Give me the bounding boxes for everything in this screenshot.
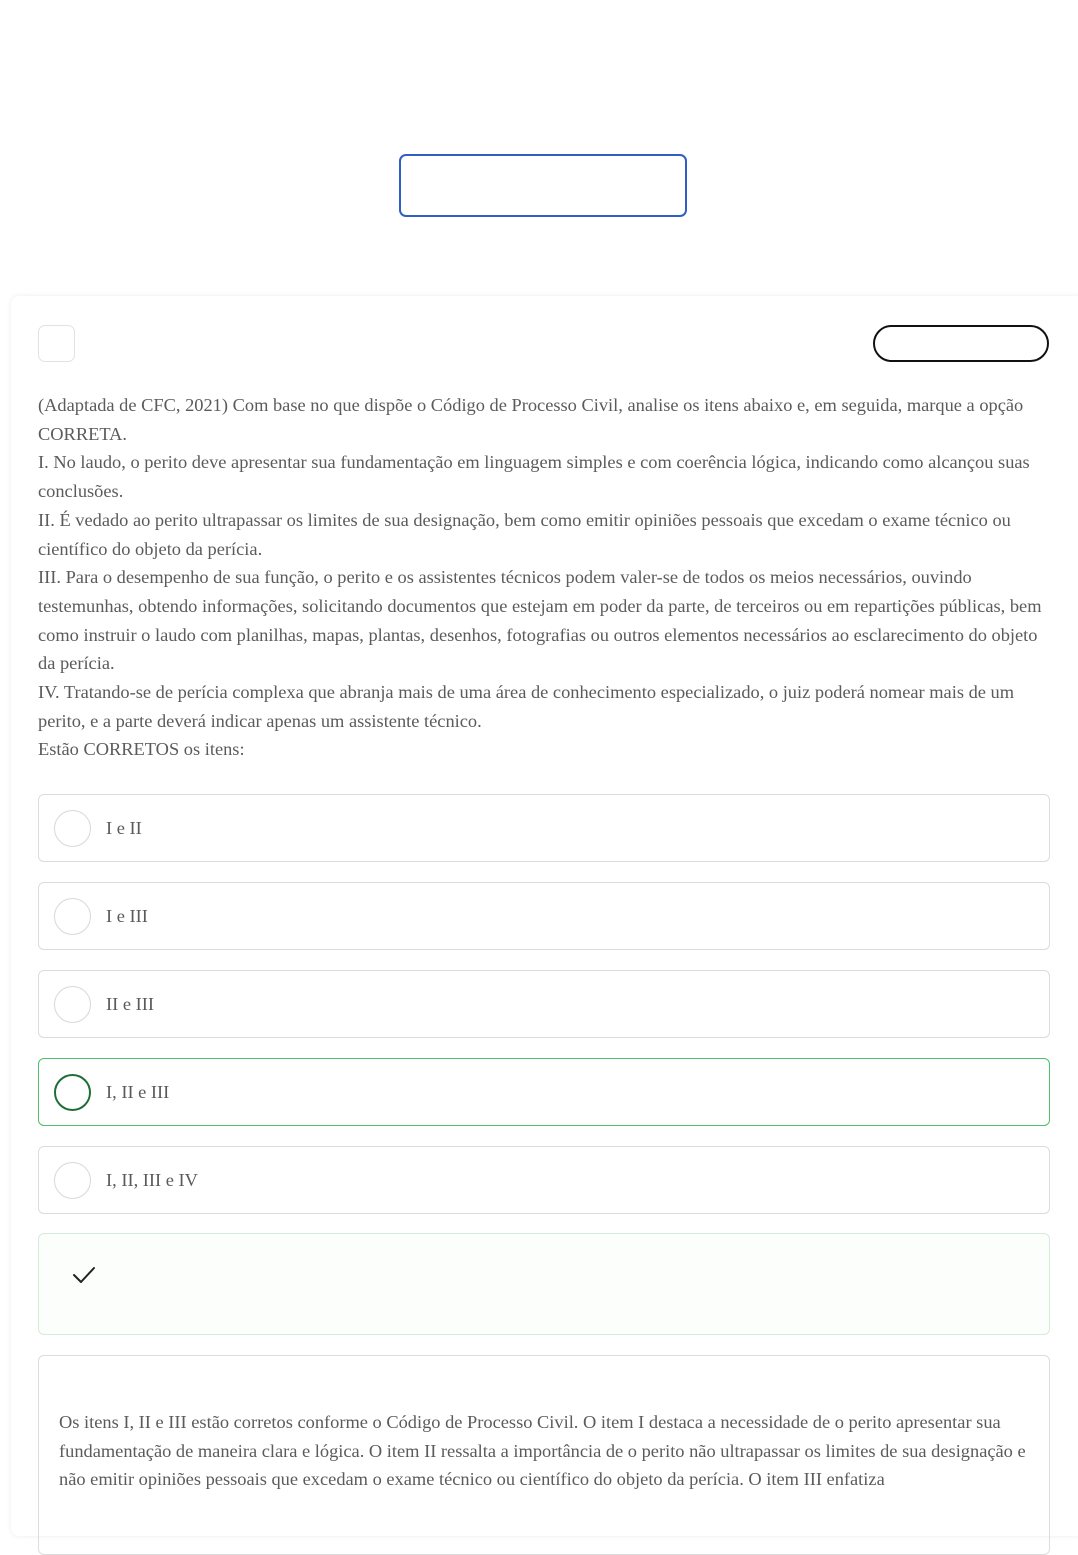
- radio-icon[interactable]: [54, 1162, 91, 1199]
- question-statement: (Adaptada de CFC, 2021) Com base no que dispõe o Código de Processo Civil, analise os itens abaixo e, em seguida, marque a opção CORRETA.: [38, 395, 1024, 444]
- answer-option-a[interactable]: [38, 794, 1050, 862]
- answer-option-label: I e III: [106, 906, 148, 926]
- answer-option-label: I e II: [106, 818, 142, 838]
- radio-icon[interactable]: [54, 986, 91, 1023]
- check-icon: [72, 1265, 96, 1285]
- question-item-ii: II. É vedado ao perito ultrapassar os limites de sua designação, bem como emitir opiniões pessoais que excedam o exame técnico ou científico do objeto da perícia.: [38, 509, 1011, 559]
- question-item-i: I. No laudo, o perito deve apresentar sua fundamentação em linguagem simples e com coerência lógica, indicando como alcançou suas conclusões.: [38, 452, 1030, 502]
- explanation-text: Os itens I, II e III estão corretos conforme o Código de Processo Civil. O item I destaca a necessidade de o perito apresentar sua fundamentação de maneira clara e lógica. O item II ressalta a importância de o perito não ultrapassar os limites de sua designação e não emitir opiniões pessoais que excedam o exame técnico ou científico do objeto da perícia. O item III enfatiza: [59, 1412, 1026, 1490]
- answer-options: [38, 794, 1050, 1234]
- question-prompt: Estão CORRETOS os itens:: [38, 739, 245, 760]
- answer-option-label: II e III: [106, 994, 154, 1014]
- question-text: [38, 391, 1050, 764]
- answer-option-c[interactable]: [38, 970, 1050, 1038]
- status-pill-button[interactable]: [873, 325, 1049, 362]
- bookmark-checkbox[interactable]: [38, 325, 75, 362]
- answer-option-b[interactable]: [38, 882, 1050, 950]
- top-action-button[interactable]: [399, 154, 687, 217]
- radio-icon[interactable]: [54, 1074, 91, 1111]
- answer-option-label: I, II e III: [106, 1082, 170, 1102]
- explanation-box: [38, 1355, 1050, 1555]
- question-item-iv: IV. Tratando-se de perícia complexa que abranja mais de uma área de conhecimento especializado, o juiz poderá nomear mais de um perito, e a parte deverá indicar apenas um assistente técnico.: [38, 682, 1015, 731]
- result-feedback: [38, 1233, 1050, 1335]
- answer-option-label: I, II, III e IV: [106, 1170, 198, 1190]
- question-card: [11, 296, 1078, 1536]
- radio-icon[interactable]: [54, 898, 91, 935]
- answer-option-d[interactable]: [38, 1058, 1050, 1126]
- radio-icon[interactable]: [54, 810, 91, 847]
- answer-option-e[interactable]: [38, 1146, 1050, 1214]
- question-item-iii: III. Para o desempenho de sua função, o perito e os assistentes técnicos podem valer-se de todos os meios necessários, ouvindo testemunhas, obtendo informações, solicitando documentos que estejam em poder da parte, de terceiros ou em repartições públicas, bem como instruir o laudo com planilhas, mapas, plantas, desenhos, fotografias ou outros elementos necessários ao esclarecimento do objeto da perícia.: [38, 567, 1042, 674]
